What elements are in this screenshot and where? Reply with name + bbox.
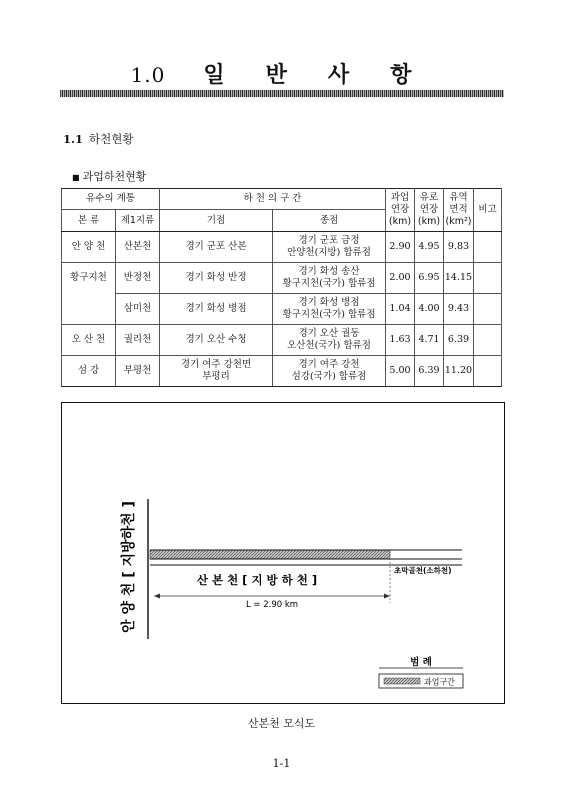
header-trib: 제1지류 <box>116 210 160 232</box>
chapter-char-4: 항 <box>390 63 413 88</box>
cell-start: 경기 화성 병점 <box>160 294 273 325</box>
cell-area: 6.39 <box>444 325 474 356</box>
cell-end: 경기 화성 송산 황구지천(국가) 합류점 <box>273 263 386 294</box>
section-number: 1.1 <box>63 132 84 146</box>
schematic-svg <box>62 403 504 703</box>
bullet-icon: ■ <box>72 173 80 182</box>
header-start: 기점 <box>160 210 273 232</box>
cell-note <box>474 263 502 294</box>
river-table <box>61 188 502 387</box>
chapter-number: 1.0 <box>130 63 166 87</box>
header-end: 종점 <box>273 210 386 232</box>
header-section: 하 천 의 구 간 <box>160 189 386 210</box>
cell-note <box>474 356 502 387</box>
header-channel-length: 유로 연장 (km) <box>415 189 444 232</box>
cell-len1: 2.90 <box>386 232 415 263</box>
cell-trib: 부평천 <box>116 356 160 387</box>
cell-len2: 4.00 <box>415 294 444 325</box>
header-main: 본 류 <box>62 210 116 232</box>
cell-start: 경기 화성 반정 <box>160 263 273 294</box>
main-river-label: 안 양 천 [ 지방하천 ] <box>121 501 137 633</box>
subsection-text: 과업하천현황 <box>82 170 147 183</box>
section-text: 하천현황 <box>89 132 134 146</box>
chapter-char-1: 일 <box>203 63 226 88</box>
length-label: L = 2.90 km <box>245 600 299 610</box>
task-section <box>150 550 390 559</box>
chapter-char-2: 반 <box>265 63 288 88</box>
cell-area: 9.83 <box>444 232 474 263</box>
schematic-diagram <box>61 402 505 704</box>
cell-area: 14.15 <box>444 263 474 294</box>
table-row <box>62 294 502 325</box>
table-row <box>62 263 502 294</box>
cell-len1: 5.00 <box>386 356 415 387</box>
cell-end: 경기 화성 병점 황구지천(국가) 합류점 <box>273 294 386 325</box>
cell-note <box>474 325 502 356</box>
chapter-char-3: 사 <box>327 63 351 88</box>
cell-len2: 6.95 <box>415 263 444 294</box>
arrow-left-icon <box>154 594 160 599</box>
cell-end: 경기 여주 강천 섬강(국가) 합류점 <box>273 356 386 387</box>
legend-swatch <box>384 678 420 684</box>
legend-title: 범 례 <box>410 657 432 668</box>
cell-trib: 산본천 <box>116 232 160 263</box>
subsection-title <box>72 168 146 184</box>
header-task-length: 과업 연장 (km) <box>386 189 415 232</box>
header-system: 유수의 계통 <box>62 189 160 210</box>
cell-main: 황구지천 <box>62 263 116 325</box>
cell-len1: 1.04 <box>386 294 415 325</box>
cell-start: 경기 군포 산본 <box>160 232 273 263</box>
cell-area: 11.20 <box>444 356 474 387</box>
page-number: 1-1 <box>272 757 291 770</box>
cell-start: 경기 오산 수청 <box>160 325 273 356</box>
cell-trib: 궐리천 <box>116 325 160 356</box>
cell-len1: 1.63 <box>386 325 415 356</box>
cell-trib: 삼미천 <box>116 294 160 325</box>
cell-main: 오 산 천 <box>62 325 116 356</box>
tributary-label: 산 본 천 [ 지 방 하 천 ] <box>196 573 318 587</box>
table-row <box>62 232 502 263</box>
cell-end: 경기 오산 궐동 오산천(국가) 합류점 <box>273 325 386 356</box>
table-row <box>62 325 502 356</box>
header-note: 비고 <box>474 189 502 232</box>
header-basin-area: 유역 면적 (km²) <box>444 189 474 232</box>
cell-note <box>474 294 502 325</box>
cell-main: 섬 강 <box>62 356 116 387</box>
cell-len2: 4.95 <box>415 232 444 263</box>
cell-len2: 6.39 <box>415 356 444 387</box>
cell-len1: 2.00 <box>386 263 415 294</box>
cell-start: 경기 여주 강천면 부평리 <box>160 356 273 387</box>
cell-trib: 반정천 <box>116 263 160 294</box>
diagram-caption: 산본천 모식도 <box>247 717 316 730</box>
end-stream-label: 초막골천(소하천) <box>394 566 452 575</box>
cell-end: 경기 군포 금정 안양천(지방) 합류점 <box>273 232 386 263</box>
cell-note <box>474 232 502 263</box>
cell-main: 안 양 천 <box>62 232 116 263</box>
header-divider <box>60 90 504 97</box>
legend-item-label: 과업구간 <box>424 677 455 687</box>
chapter-title <box>0 58 563 89</box>
section-title <box>63 131 133 147</box>
arrow-right-icon <box>384 594 390 599</box>
cell-len2: 4.71 <box>415 325 444 356</box>
cell-area: 9.43 <box>444 294 474 325</box>
table-row <box>62 356 502 387</box>
